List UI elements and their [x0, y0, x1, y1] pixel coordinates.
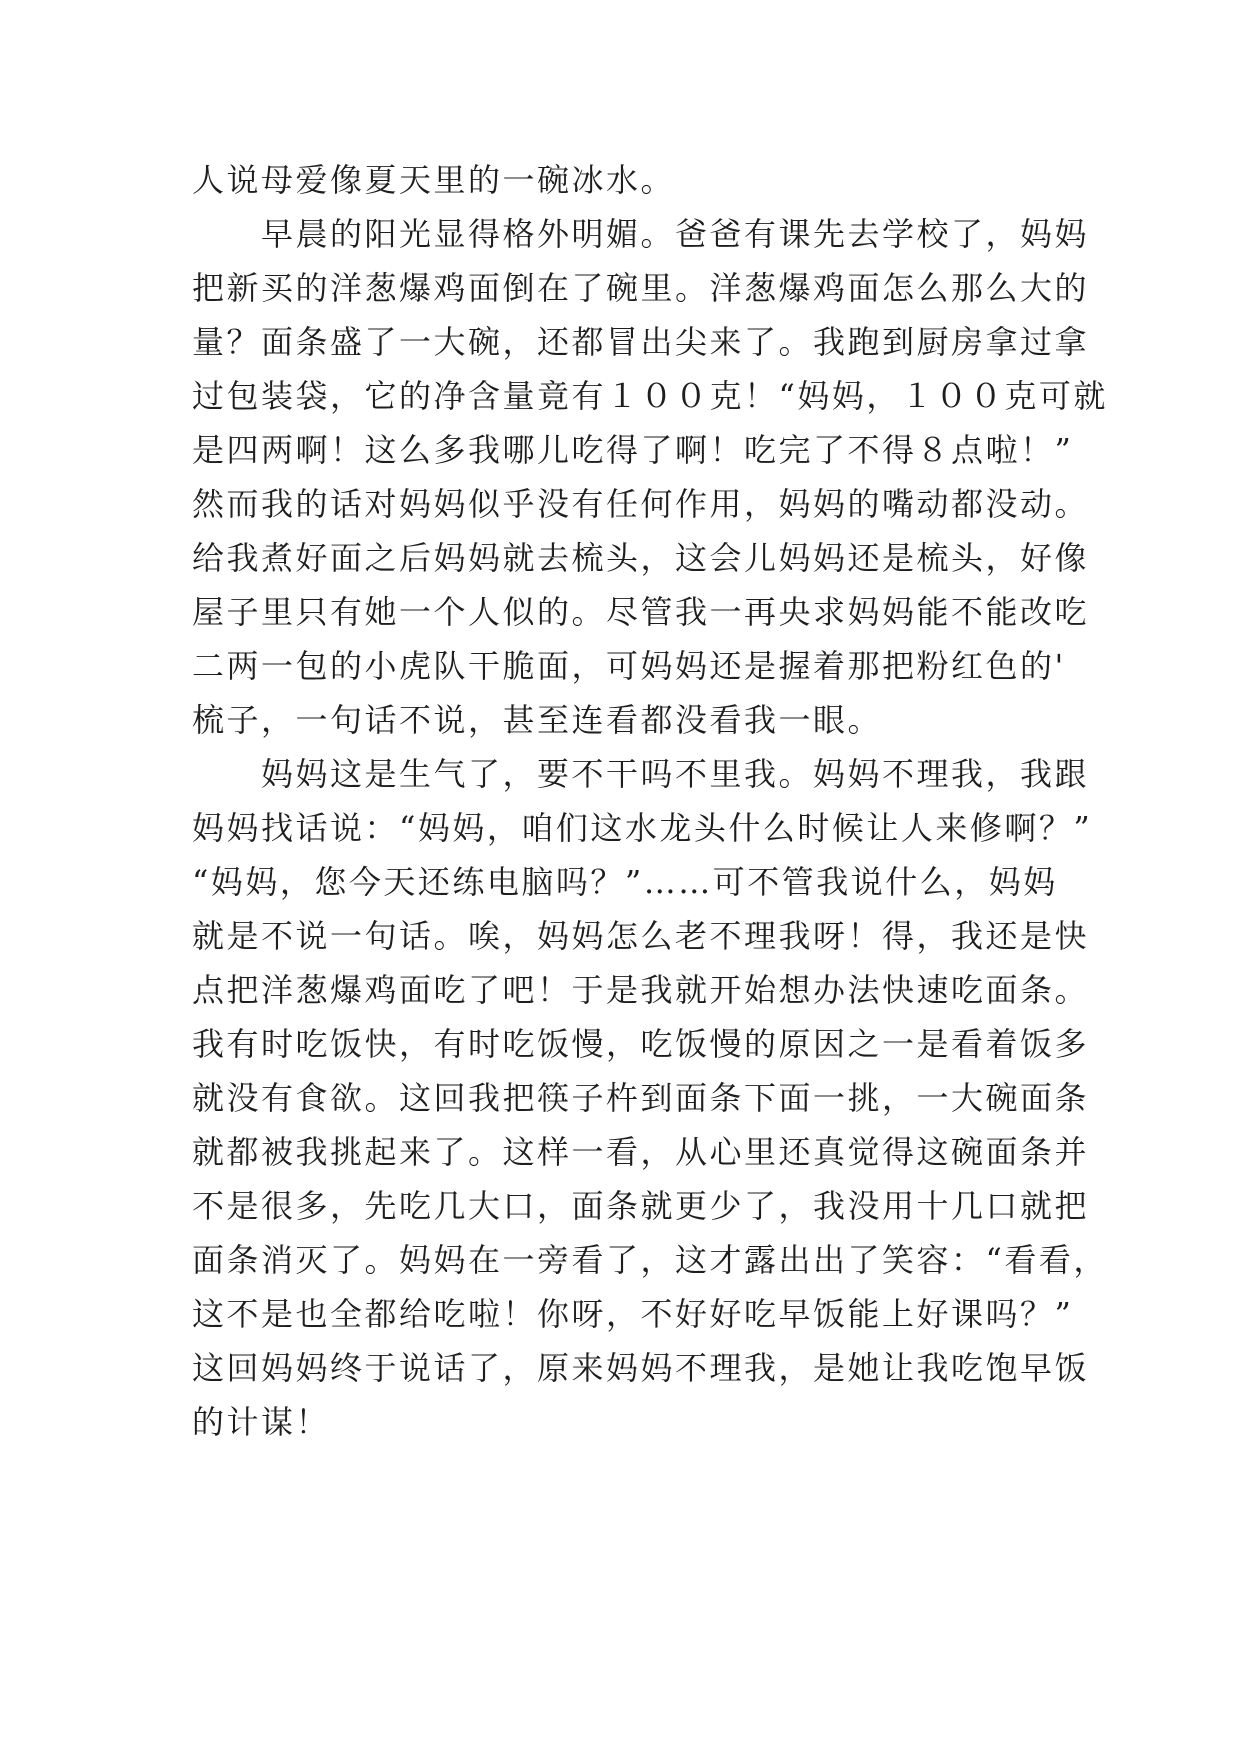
- text-line-2: 早晨的阳光显得格外明媚。爸爸有课先去学校了，妈妈: [192, 215, 1090, 253]
- text-line-21: 面条消灭了。妈妈在一旁看了，这才露出出了笑容：“看看，: [192, 1241, 1108, 1279]
- text-line-1: 人说母爱像夏天里的一碗冰水。: [192, 161, 676, 199]
- text-line-24: 的计谋！: [192, 1403, 331, 1441]
- text-line-20: 不是很多，先吃几大口，面条就更少了，我没用十几口就把: [192, 1187, 1090, 1225]
- text-line-22: 这不是也全都给吃啦！你呀，不好好吃早饭能上好课吗？”: [192, 1295, 1074, 1333]
- text-line-5: 过包装袋，它的净含量竟有１００克！“妈妈，１００克可就: [192, 377, 1108, 415]
- text-line-12: 妈妈这是生气了，要不干吗不里我。妈妈不理我，我跟: [192, 755, 1090, 793]
- text-line-16: 点把洋葱爆鸡面吃了吧！于是我就开始想办法快速吃面条。: [192, 971, 1090, 1009]
- text-line-7: 然而我的话对妈妈似乎没有任何作用，妈妈的嘴动都没动。: [192, 485, 1090, 523]
- text-line-13: 妈妈找话说：“妈妈，咱们这水龙头什么时候让人来修啊？”: [192, 809, 1093, 847]
- text-line-6: 是四两啊！这么多我哪儿吃得了啊！吃完了不得８点啦！”: [192, 431, 1074, 469]
- text-line-3: 把新买的洋葱爆鸡面倒在了碗里。洋葱爆鸡面怎么那么大的: [192, 269, 1090, 307]
- text-line-19: 就都被我挑起来了。这样一看，从心里还真觉得这碗面条并: [192, 1133, 1090, 1171]
- text-line-23: 这回妈妈终于说话了，原来妈妈不理我，是她让我吃饱早饭: [192, 1349, 1090, 1387]
- text-line-4: 量？面条盛了一大碗，还都冒出尖来了。我跑到厨房拿过拿: [192, 323, 1090, 361]
- text-line-17: 我有时吃饭快，有时吃饭慢，吃饭慢的原因之一是看着饭多: [192, 1025, 1090, 1063]
- text-line-10: 二两一包的小虎队干脆面，可妈妈还是握着那把粉红色的': [192, 647, 1066, 685]
- text-line-11: 梳子，一句话不说，甚至连看都没看我一眼。: [192, 701, 883, 739]
- text-line-14: “妈妈，您今天还练电脑吗？”……可不管我说什么，妈妈: [192, 863, 1058, 901]
- text-line-15: 就是不说一句话。唉，妈妈怎么老不理我呀！得，我还是快: [192, 917, 1090, 955]
- text-line-8: 给我煮好面之后妈妈就去梳头，这会儿妈妈还是梳头，好像: [192, 539, 1090, 577]
- text-line-18: 就没有食欲。这回我把筷子杵到面条下面一挑，一大碗面条: [192, 1079, 1090, 1117]
- text-line-9: 屋子里只有她一个人似的。尽管我一再央求妈妈能不能改吃: [192, 593, 1090, 631]
